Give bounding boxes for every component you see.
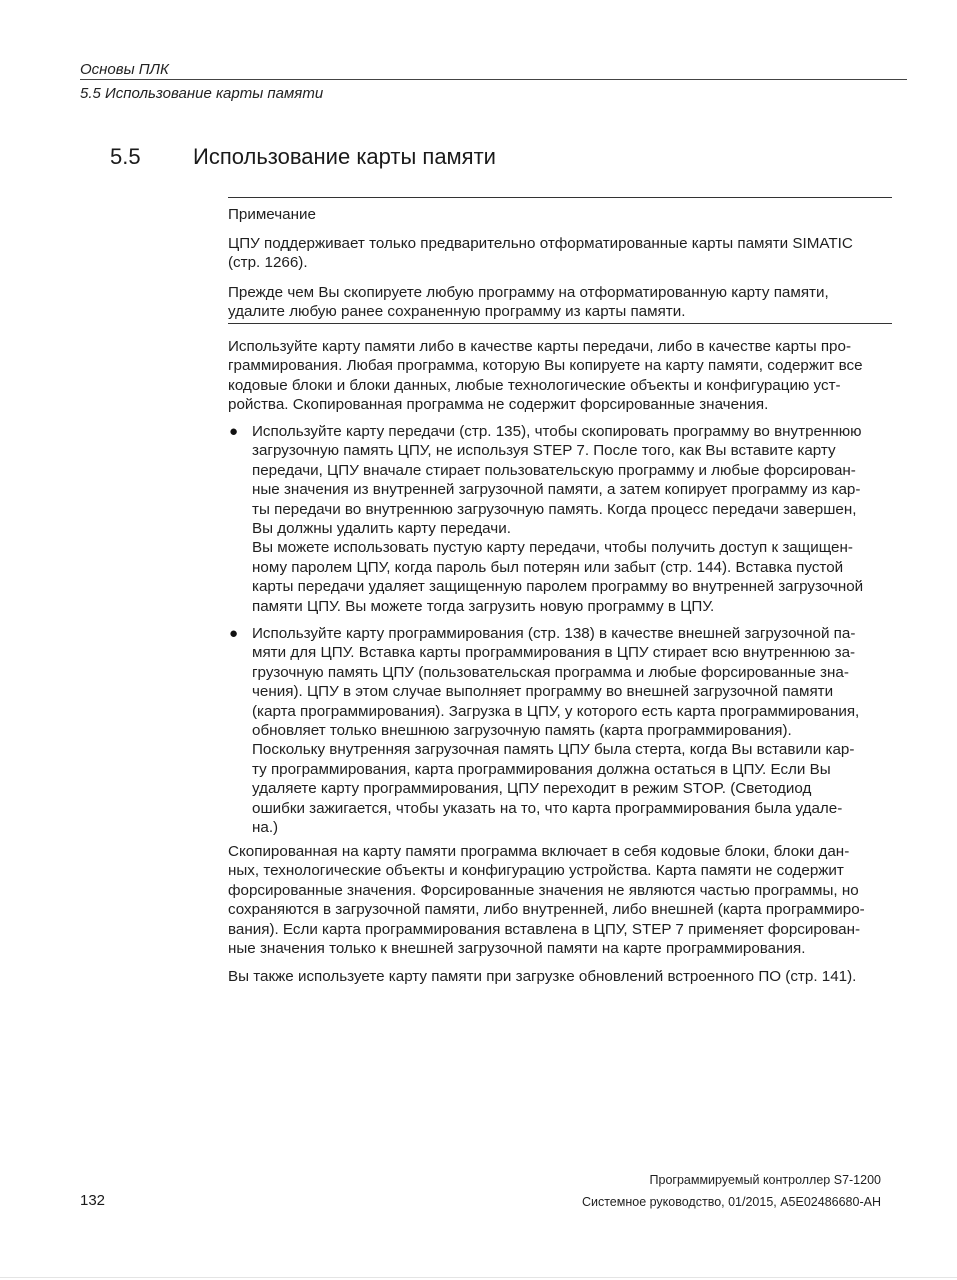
note-bottom-rule <box>228 323 892 324</box>
bullet1-line: памяти ЦПУ. Вы можете тогда загрузить новую программу в ЦПУ. <box>252 597 715 615</box>
para2-line: ных, технологические объекты и конфигурацию устройства. Карта памяти не содержит <box>228 862 844 880</box>
para2-line: Скопированная на карту памяти программа включает в себя кодовые блоки, блоки дан- <box>228 843 850 860</box>
section-number: 5.5 <box>110 144 141 169</box>
bullet1-line: карты передачи удаляет защищенную паролем программу во внутренней загрузочной <box>252 578 864 596</box>
intro-line: ройства. Скопированная программа не содержит форсированные значения. <box>228 396 769 414</box>
para2-line: форсированные значения. Форсированные значения не являются частью программы, но <box>228 881 859 899</box>
bullet-transfer-card <box>252 422 902 616</box>
footer-manual: Системное руководство, 01/2015, A5E02486680-AH <box>581 1195 881 1209</box>
para2-line: вания). Если карта программирования вставлена в ЦПУ, STEP 7 применяет форсирован- <box>228 920 861 938</box>
bullet2-line: грузочную память ЦПУ (пользовательская программа и любые форсированные зна- <box>252 663 849 681</box>
intro-paragraph <box>228 337 900 415</box>
bullet-marker: ● <box>229 423 239 440</box>
bullet2-line: чения). ЦПУ в этом случае выполняет программу во внешней загрузочной памяти <box>252 683 834 701</box>
bullet1-line: ные значения из внутренней загрузочной памяти, а затем копирует программу из кар- <box>252 481 861 499</box>
bullet2-line: обновляет только внешнюю загрузочную память (карта программирования). <box>252 722 792 740</box>
para2-line: ные значения только к внешней загрузочной памяти на карте программирования. <box>228 940 806 958</box>
note-top-rule <box>228 197 892 198</box>
footer-product: Программируемый контроллер S7-1200 <box>649 1173 881 1187</box>
bullet-program-card <box>252 624 902 837</box>
bullet1-line: Используйте карту передачи (стр. 135), чтобы скопировать программу во внутреннюю <box>252 423 862 440</box>
bullet1-line: Вы можете использовать пустую карту передачи, чтобы получить доступ к защищен- <box>252 539 853 557</box>
page-edge-divider <box>0 1277 957 1278</box>
bullet2-line: ошибки зажигается, чтобы указать на то, что карта программирования была удале- <box>252 799 843 817</box>
running-header-section: 5.5 Использование карты памяти <box>80 85 324 102</box>
bullet2-line: ту программирования, карта программирования должна остаться в ЦПУ. Если Вы <box>252 760 831 778</box>
intro-line: кодовые блоки и блоки данных, любые технологические объекты и конфигурацию уст- <box>228 376 841 394</box>
para3-line: Вы также используете карту памяти при загрузке обновлений встроенного ПО (стр. 141). <box>228 968 857 985</box>
note-paragraph-1 <box>228 234 900 273</box>
note-paragraph-2 <box>228 283 900 322</box>
bullet1-line: передачи, ЦПУ вначале стирает пользовательскую программу и любые форсирован- <box>252 461 856 479</box>
bullet-marker: ● <box>229 625 239 642</box>
intro-line: граммирования. Любая программа, которую Вы копируете на карту памяти, содержит все <box>228 357 863 375</box>
bullet1-line: загрузочную память ЦПУ, не используя STEP 7. После того, как Вы вставите карту <box>252 442 836 460</box>
intro-line: Используйте карту памяти либо в качестве карты передачи, либо в качестве карты про- <box>228 338 852 355</box>
bullet2-line: мяти для ЦПУ. Вставка карты программирования в ЦПУ стирает всю внутреннюю за- <box>252 644 856 662</box>
section-title: Использование карты памяти <box>193 144 496 169</box>
bullet1-line: ному паролем ЦПУ, когда пароль был потерян или забыт (стр. 144). Вставка пустой <box>252 558 844 576</box>
bullet1-line: ты передачи во внутреннюю загрузочную память. Когда процесс передачи завершен, <box>252 500 857 518</box>
firmware-paragraph <box>228 967 900 986</box>
note-title: Примечание <box>228 206 316 223</box>
bullet2-line: удаляете карту программирования, ЦПУ переходит в режим STOP. (Светодиод <box>252 780 812 798</box>
note-p2-line: удалите любую ранее сохраненную программу из карты памяти. <box>228 303 686 321</box>
bullet2-line: (карта программирования). Загрузка в ЦПУ, у которого есть карта программирования, <box>252 702 860 720</box>
note-p1-line: (стр. 1266). <box>228 254 308 272</box>
header-divider <box>80 79 907 80</box>
note-p1-line: ЦПУ поддерживает только предварительно отформатированные карты памяти SIMATIC <box>228 235 853 252</box>
para2-line: сохраняются в загрузочной памяти, либо внутренней, либо внешней (карта программиро- <box>228 901 865 919</box>
note-p2-line: Прежде чем Вы скопируете любую программу на отформатированную карту памяти, <box>228 284 829 301</box>
content-paragraph <box>228 842 900 958</box>
page-number: 132 <box>80 1192 106 1209</box>
bullet2-line: на.) <box>252 819 279 837</box>
bullet1-line: Вы должны удалить карту передачи. <box>252 520 511 538</box>
bullet2-line: Используйте карту программирования (стр. 138) в качестве внешней загрузочной па- <box>252 625 856 642</box>
bullet2-line: Поскольку внутренняя загрузочная память ЦПУ была стерта, когда Вы вставили кар- <box>252 741 855 759</box>
running-header-chapter: Основы ПЛК <box>80 61 169 78</box>
